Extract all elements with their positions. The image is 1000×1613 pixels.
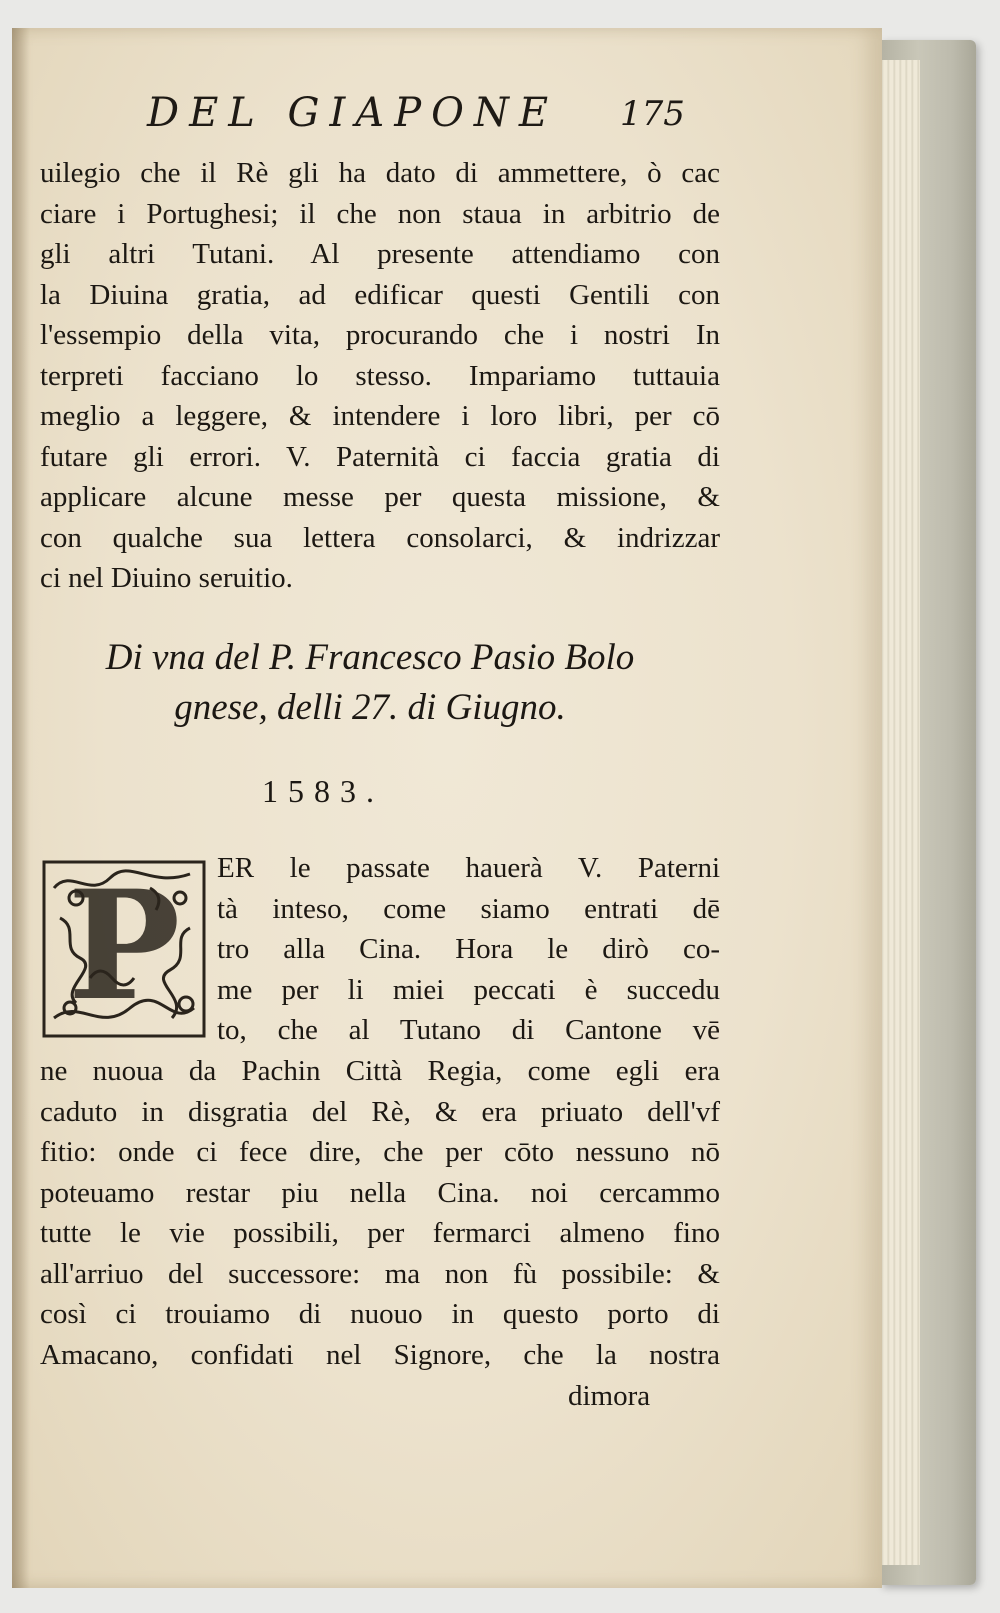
text-line: caduto in disgratia del Rè, & era priuato dell'vf (40, 1095, 720, 1128)
initial-letter: P (67, 858, 181, 1034)
text-line: Amacano, confidati nel Signore, che la nostra (40, 1338, 720, 1371)
decorated-initial (40, 858, 208, 1040)
text-line: ne nuoua da Pachin Città Regia, come egli era (40, 1055, 720, 1087)
text-line: me per li miei peccati è succedu (217, 973, 720, 1006)
text-line: ci nel Diuino seruitio. (40, 562, 293, 594)
text-line: fitio: onde ci fece dire, che per cōto nessuno nō (40, 1136, 720, 1168)
book-page (12, 28, 882, 1588)
text-line: futare gli errori. V. Paternità ci faccia gratia di (40, 440, 720, 473)
text-line: l'essempio della vita, procurando che i nostri In (40, 319, 720, 351)
text-line: poteuamo restar piu nella Cina. noi cercammo (40, 1176, 720, 1209)
text-line: tutte le vie possibili, per fermarci almeno fino (40, 1217, 720, 1249)
text-line: to, che al Tutano di Cantone vē (217, 1014, 720, 1046)
running-title: DEL GIAPONE (147, 90, 559, 136)
text-line: con qualche sua lettera consolarci, & indrizzar (40, 521, 720, 554)
paragraph-continued (40, 153, 720, 599)
spine-shadow (12, 28, 30, 1588)
heading-date: 1583. (262, 773, 384, 809)
text-line: applicare alcune messe per questa missione, & (40, 481, 720, 513)
text-line: gli altri Tutani. Al presente attendiamo con (40, 238, 720, 270)
heading-line: gnese, delli 27. di Giugno. (174, 687, 566, 728)
heading-line: Di vna del P. Francesco Pasio Bolo (105, 637, 635, 678)
letter-opening (217, 848, 720, 1051)
text-line: la Diuina gratia, ad edificar questi Gentili con (40, 278, 720, 311)
section-heading (40, 633, 700, 733)
text-line: ciare i Portughesi; il che non staua in arbitrio de (40, 197, 720, 230)
text-line: uilegio che il Rè gli ha dato di ammettere, ò cac (40, 157, 720, 189)
text-line: terpreti facciano lo stesso. Impariamo tuttauia (40, 359, 720, 392)
text-line: meglio a leggere, & intendere i loro libri, per cō (40, 400, 720, 432)
catchword: dimora (568, 1380, 651, 1412)
text-line: tro alla Cina. Hora le dirò co- (217, 933, 720, 965)
text-line: all'arriuo del successore: ma non fù possibile: & (40, 1257, 720, 1290)
page-number: 175 (620, 94, 685, 134)
text-line: tà inteso, come siamo entrati dē (217, 892, 720, 925)
text-line: così ci trouiamo di nuouo in questo porto di (40, 1298, 720, 1330)
text-line: ER le passate hauerà V. Paterni (217, 852, 720, 884)
letter-body (40, 1051, 720, 1375)
